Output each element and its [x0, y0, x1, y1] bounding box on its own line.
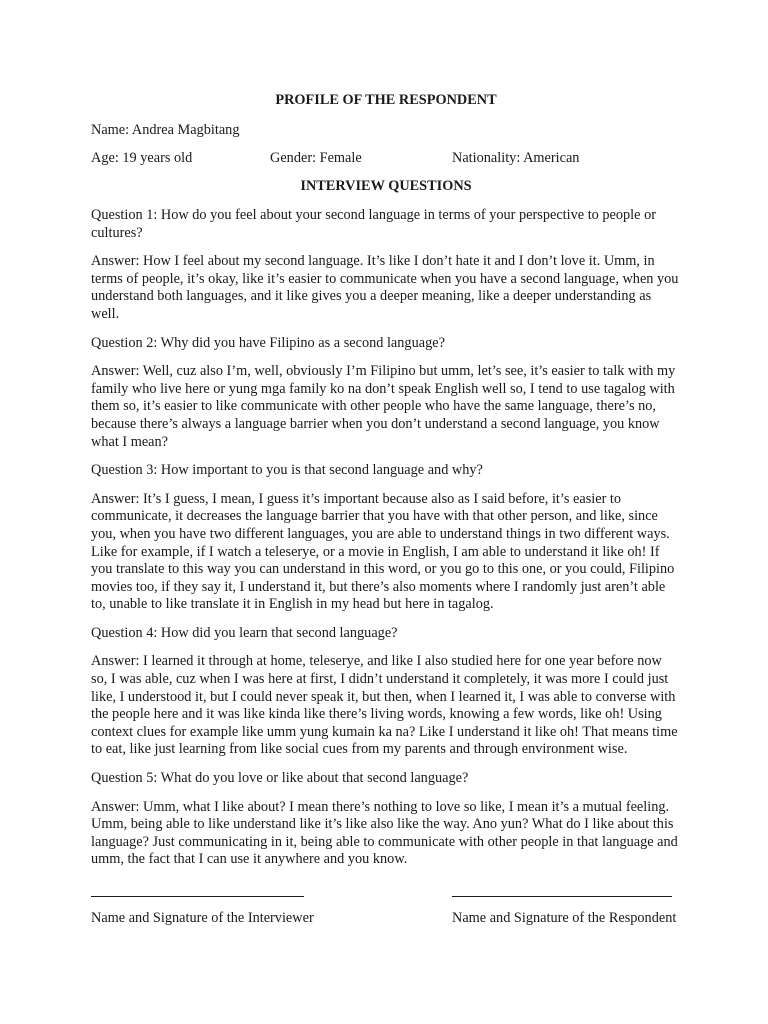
answer-1: Answer: How I feel about my second language. It’s like I don’t hate it and I don’t love it. Umm, in terms of people, it’s okay, like it’s easier to communicate when you have a second language, when you understand both languages, and it like gives you a deeper meaning, like a deeper understanding as well.	[91, 253, 679, 322]
answer-3: Answer: It’s I guess, I mean, I guess it’s important because also as I said before, it’s easier to communicate, it decreases the language barrier that you have with that other person, and like, since you, when you have two different languages, you are able to understand things in two different ways. Like for example, if I watch a teleserye, or a movie in English, I am able to understand it like oh! If you translate to this way you can understand in this word, or you go to this one, or you could, Filipino movies too, if they say it, I understand it, but there’s also moments where I randomly just aren’t able to, unable to like translate it in English in my head but here in tagalog.	[91, 490, 675, 613]
interviewer-signature-label: Name and Signature of the Interviewer	[91, 910, 314, 926]
respondent-name: Name: Andrea Magbitang	[91, 122, 240, 138]
section-title: INTERVIEW QUESTIONS	[300, 178, 472, 194]
respondent-signature	[452, 880, 676, 928]
interviewer-signature	[91, 880, 314, 928]
respondent-signature-label: Name and Signature of the Respondent	[452, 910, 677, 926]
respondent-nationality: Nationality: American	[452, 150, 580, 166]
question-5: Question 5: What do you love or like about that second language?	[91, 770, 469, 787]
document-title: PROFILE OF THE RESPONDENT	[275, 92, 497, 108]
answer-4: Answer: I learned it through at home, teleserye, and like I also studied here for one year before now so, I was able, cuz when I was here at first, I didn’t understand it completely, it was more I could just like, I understood it, but I could never speak it, but then, when I learned it, I was able to converse with the people here and it was like kinda like there’s living words, knowing a few words, like oh! Using context clues for example like umm yung kumain ka na? Like I understand it like oh! That means time to eat, like just learning from like social cues from my parents and through environment wise.	[91, 653, 678, 758]
respondent-age: Age: 19 years old	[91, 150, 193, 166]
answer-5: Answer: Umm, what I like about? I mean there’s nothing to love so like, I mean it’s a mutual feeling. Umm, being able to like understand like it’s like also like the way. Ano yun? What do I like about this language? Just communicating in it, being able to communicate with other people in that language and umm, the fact that I can use it anywhere and you know.	[91, 798, 678, 868]
qa-block-1	[91, 207, 681, 324]
question-2: Question 2: Why did you have Filipino as a second language?	[91, 334, 445, 351]
qa-block-2	[91, 335, 681, 452]
respondent-gender: Gender: Female	[270, 150, 362, 166]
question-1: Question 1: How do you feel about your second language in terms of your perspective to people or cultures?	[91, 207, 656, 241]
respondent-info-row	[91, 150, 681, 168]
interviewer-signature-line	[91, 880, 304, 897]
qa-block-3	[91, 462, 681, 614]
signature-section	[91, 880, 681, 940]
answer-2: Answer: Well, cuz also I’m, well, obviously I’m Filipino but umm, let’s see, it’s easier to talk with my family who live here or yung mga family ko na don’t speak English well so, I tend to use tagalog with them so, it’s easier to like communicate with other people who have the same language, there’s no, because there’s always a language barrier when you don’t understand a second language, you know what I mean?	[91, 363, 676, 450]
qa-block-4	[91, 625, 681, 759]
question-3: Question 3: How important to you is that second language and why?	[91, 462, 483, 479]
respondent-signature-line	[452, 880, 672, 897]
qa-block-5	[91, 770, 681, 869]
document-body	[91, 92, 681, 869]
question-4: Question 4: How did you learn that second language?	[91, 624, 398, 641]
